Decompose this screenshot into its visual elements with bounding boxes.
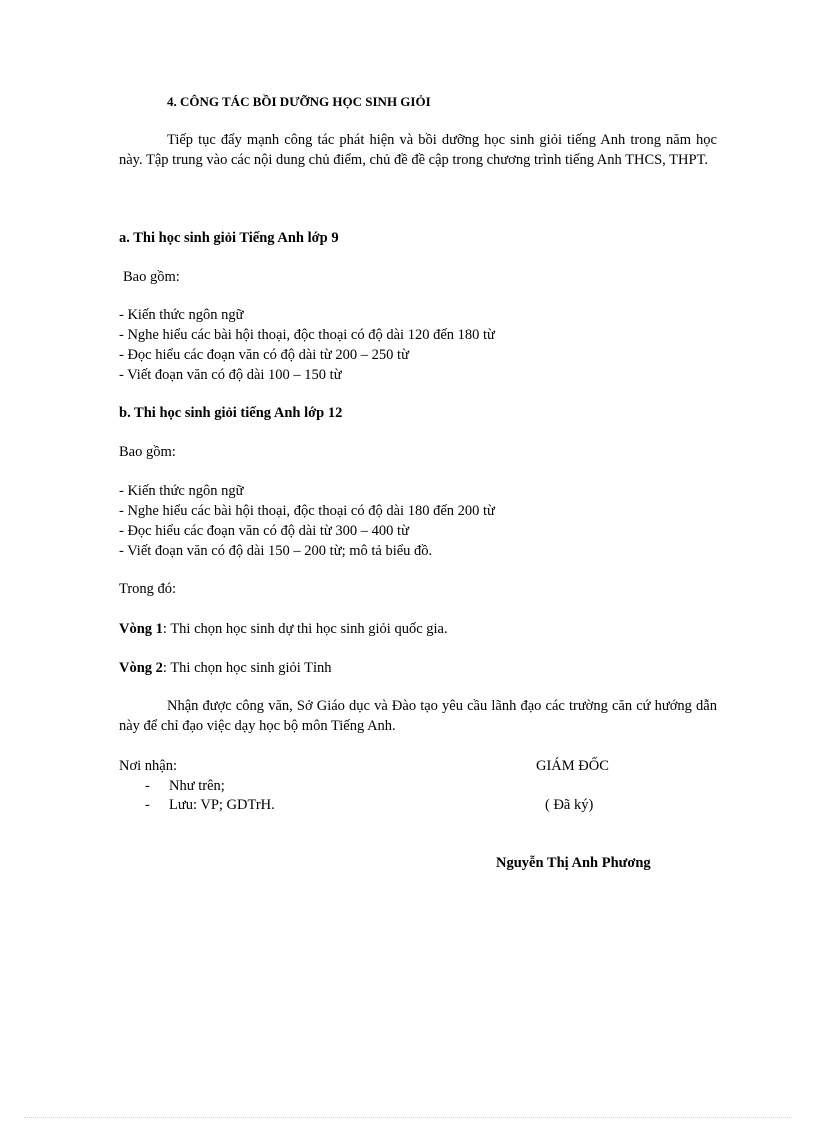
grade12-item: - Viết đoạn văn có độ dài 150 – 200 từ; mô tả biểu đồ. <box>119 543 433 559</box>
section-heading: 4. CÔNG TÁC BỒI DƯỠNG HỌC SINH GIỎI <box>167 94 431 109</box>
grade9-list <box>119 305 495 385</box>
recipient-item <box>145 795 275 815</box>
recipient-item <box>145 776 225 796</box>
grade9-item: - Viết đoạn văn có độ dài 100 – 150 từ <box>119 367 342 383</box>
signature-signed-note: ( Đã ký) <box>545 797 594 813</box>
grade9-item: - Đọc hiểu các đoạn văn có độ dài từ 200 – 250 từ <box>119 347 409 363</box>
round2-label: Vòng 2 <box>119 660 163 676</box>
signature-name: Nguyễn Thị Anh Phương <box>496 855 651 871</box>
recipient-text: Như trên; <box>169 778 225 794</box>
recipient-bullet: - <box>145 778 150 794</box>
round2-line <box>119 658 332 678</box>
intro-paragraph: Tiếp tục đẩy mạnh công tác phát hiện và bồi dưỡng học sinh giỏi tiếng Anh trong năm học này. Tập trung vào các nội dung chủ điểm, chủ đề đề cập trong chương trình tiếng Anh THCS, THPT. <box>119 132 717 168</box>
recipient-bullet: - <box>145 797 150 813</box>
grade12-item: - Kiến thức ngôn ngữ <box>119 483 244 499</box>
recipients-label: Nơi nhận: <box>119 758 178 774</box>
grade12-heading: b. Thi học sinh giỏi tiếng Anh lớp 12 <box>119 405 343 421</box>
grade9-heading: a. Thi học sinh giỏi Tiếng Anh lớp 9 <box>119 230 339 246</box>
grade12-item: - Đọc hiểu các đoạn văn có độ dài từ 300 – 400 từ <box>119 523 409 539</box>
round1-text: : Thi chọn học sinh dự thi học sinh giỏi quốc gia. <box>162 621 448 637</box>
round2-text: : Thi chọn học sinh giỏi Tỉnh <box>162 660 332 676</box>
grade9-item: - Nghe hiểu các bài hội thoại, độc thoại có độ dài 120 đến 180 từ <box>119 327 495 343</box>
grade12-item: - Nghe hiểu các bài hội thoại, độc thoại có độ dài 180 đến 200 từ <box>119 503 495 519</box>
recipient-text: Lưu: VP; GDTrH. <box>169 797 275 813</box>
grade9-includes-label: Bao gồm: <box>123 269 180 285</box>
grade12-includes-label: Bao gồm: <box>119 444 176 460</box>
where-label: Trong đó: <box>119 581 177 597</box>
round1-line <box>119 619 448 639</box>
grade12-list <box>119 481 495 561</box>
page-bottom-divider <box>24 1117 792 1118</box>
round1-label: Vòng 1 <box>119 621 163 637</box>
signature-title: GIÁM ĐỐC <box>536 758 609 774</box>
grade9-item: - Kiến thức ngôn ngữ <box>119 307 244 323</box>
closing-paragraph: Nhận được công văn, Sở Giáo dục và Đào tạo yêu cầu lãnh đạo các trường căn cứ hướng dẫn này để chỉ đạo việc dạy học bộ môn Tiếng Anh. <box>119 698 717 734</box>
